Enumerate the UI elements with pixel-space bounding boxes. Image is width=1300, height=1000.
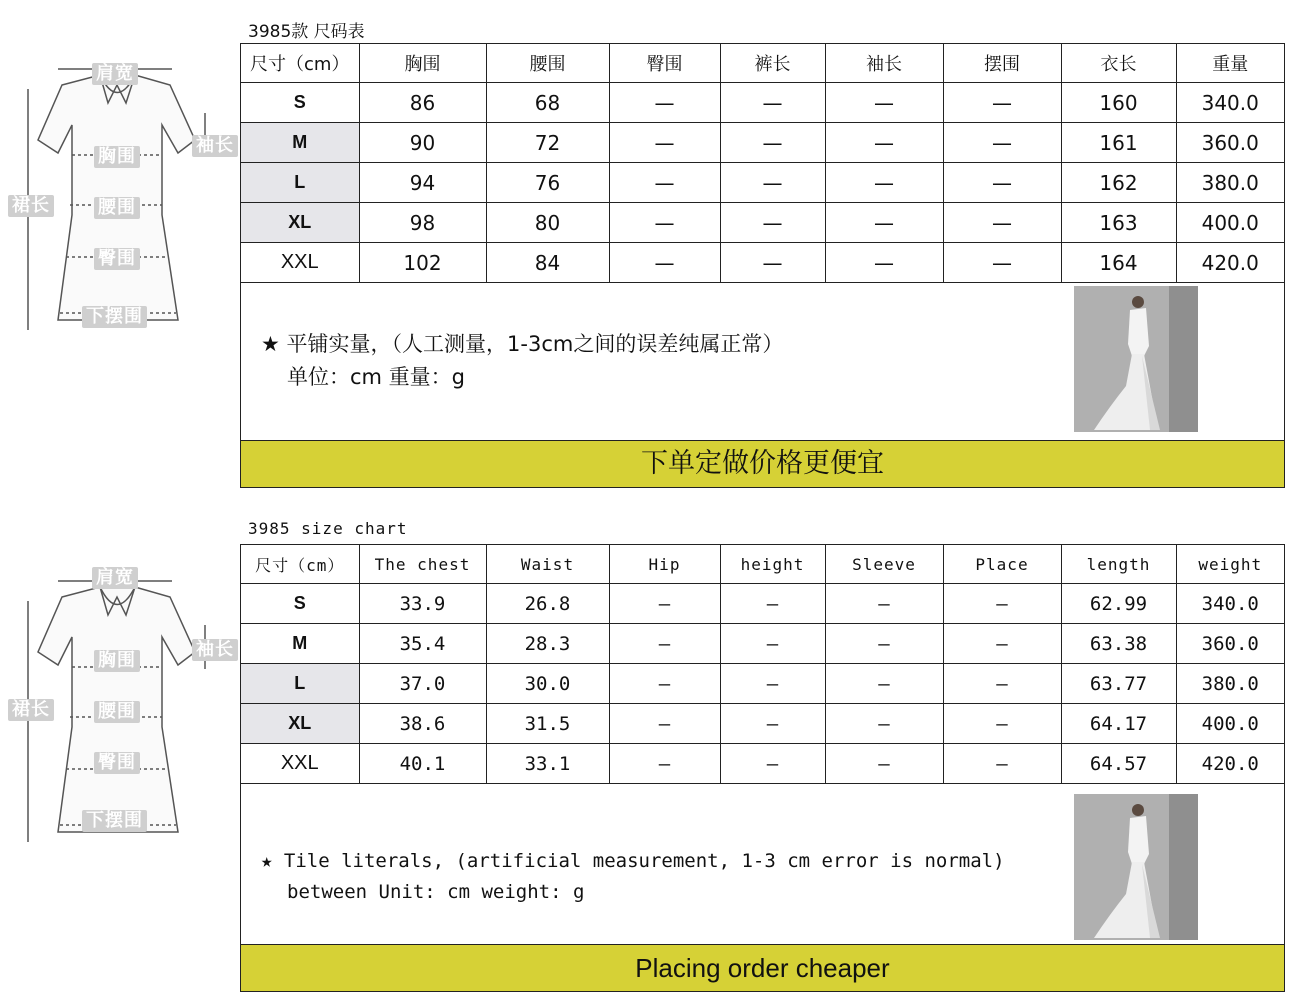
table-cell: 162: [1061, 163, 1176, 203]
header-cell: height: [720, 545, 825, 584]
table-cell: 31.5: [486, 704, 609, 744]
header-cell: weight: [1176, 545, 1284, 584]
table-cell: —: [943, 584, 1061, 624]
table-cell: 340.0: [1176, 584, 1284, 624]
table-cell: —: [720, 624, 825, 664]
note-line-1: 平铺实量，（人工测量，1-3cm之间的误差纯属正常）: [286, 332, 784, 356]
table-cell: —: [943, 163, 1061, 203]
table-row: [241, 243, 1284, 283]
table-cell: 33.1: [486, 744, 609, 784]
header-cell: 臀围: [609, 44, 720, 83]
table-row: [241, 163, 1284, 203]
header-cell: Place: [943, 545, 1061, 584]
table-cell: —: [943, 704, 1061, 744]
size-cell: L: [241, 664, 359, 704]
header-cell: Sleeve: [825, 545, 943, 584]
sheet-title: 3985 size chart: [248, 519, 408, 538]
label-shoulder: 肩宽: [92, 63, 138, 85]
measurement-note: [261, 328, 783, 394]
size-cell: XXL: [241, 744, 359, 784]
size-cell: XXL: [241, 243, 359, 283]
size-cell: XL: [241, 203, 359, 243]
table-cell: 37.0: [359, 664, 486, 704]
table-row: [241, 664, 1284, 704]
size-table-container: [240, 544, 1285, 992]
table-cell: —: [825, 163, 943, 203]
table-cell: —: [825, 664, 943, 704]
table-cell: 400.0: [1176, 203, 1284, 243]
promo-banner: 下单定做价格更便宜: [241, 440, 1284, 487]
label-chest: 胸围: [94, 650, 140, 672]
model-dress-icon: [1074, 286, 1198, 432]
header-cell: 袖长: [825, 44, 943, 83]
table-cell: —: [943, 243, 1061, 283]
label-waist: 腰围: [94, 701, 140, 723]
header-cell: length: [1061, 545, 1176, 584]
table-cell: 40.1: [359, 744, 486, 784]
table-cell: 340.0: [1176, 83, 1284, 123]
table-header-row: [241, 545, 1284, 584]
table-cell: 102: [359, 243, 486, 283]
table-cell: 400.0: [1176, 704, 1284, 744]
header-cell: 腰围: [486, 44, 609, 83]
table-cell: 160: [1061, 83, 1176, 123]
size-cell: M: [241, 624, 359, 664]
table-cell: 33.9: [359, 584, 486, 624]
table-cell: —: [609, 123, 720, 163]
table-cell: —: [825, 83, 943, 123]
table-cell: —: [720, 243, 825, 283]
sheet-title: 3985款 尺码表: [248, 22, 365, 42]
note-area: [241, 788, 1284, 948]
table-cell: —: [720, 744, 825, 784]
note-line-1: Tile literals, (artificial measurement, 1-3 cm error is normal): [283, 850, 1005, 872]
star-icon: ★: [261, 850, 273, 872]
table-cell: —: [943, 664, 1061, 704]
size-table: [241, 545, 1284, 784]
size-cell: L: [241, 163, 359, 203]
table-cell: 420.0: [1176, 243, 1284, 283]
measurement-note: [261, 846, 1005, 908]
table-cell: —: [609, 624, 720, 664]
table-cell: 35.4: [359, 624, 486, 664]
table-row: [241, 584, 1284, 624]
table-cell: —: [720, 83, 825, 123]
header-cell: 尺寸（cm）: [241, 44, 359, 83]
header-cell: 衣长: [1061, 44, 1176, 83]
table-cell: —: [825, 584, 943, 624]
label-chest: 胸围: [94, 146, 140, 168]
product-photo: [1074, 794, 1198, 940]
table-cell: 86: [359, 83, 486, 123]
table-cell: 68: [486, 83, 609, 123]
header-cell: 摆围: [943, 44, 1061, 83]
header-cell: 裤长: [720, 44, 825, 83]
size-cell: M: [241, 123, 359, 163]
note-line-2: between Unit: cm weight: g: [287, 881, 585, 903]
table-row: [241, 203, 1284, 243]
note-area: [241, 278, 1284, 441]
table-cell: —: [825, 203, 943, 243]
table-cell: 98: [359, 203, 486, 243]
header-cell: Hip: [609, 545, 720, 584]
label-length: 裙长: [8, 699, 54, 721]
table-cell: 90: [359, 123, 486, 163]
table-row: [241, 123, 1284, 163]
dress-measurement-diagram: [0, 557, 240, 857]
size-chart-en: [0, 512, 1300, 1000]
table-cell: —: [609, 704, 720, 744]
table-row: [241, 744, 1284, 784]
header-cell: 重量: [1176, 44, 1284, 83]
model-dress-icon: [1074, 794, 1198, 940]
table-cell: —: [609, 664, 720, 704]
table-cell: 360.0: [1176, 123, 1284, 163]
table-cell: —: [720, 123, 825, 163]
table-cell: —: [825, 704, 943, 744]
table-cell: 64.57: [1061, 744, 1176, 784]
table-cell: 63.38: [1061, 624, 1176, 664]
table-cell: —: [720, 704, 825, 744]
table-row: [241, 83, 1284, 123]
star-icon: ★: [261, 332, 280, 356]
label-hem: 下摆围: [82, 306, 147, 328]
table-cell: —: [943, 744, 1061, 784]
label-hip: 臀围: [94, 248, 140, 270]
table-cell: 26.8: [486, 584, 609, 624]
promo-banner: Placing order cheaper: [241, 944, 1284, 991]
table-cell: —: [720, 163, 825, 203]
table-cell: —: [609, 203, 720, 243]
table-cell: —: [943, 624, 1061, 664]
table-cell: 30.0: [486, 664, 609, 704]
label-sleeve: 袖长: [192, 639, 238, 661]
dress-measurement-diagram: [0, 45, 240, 345]
header-cell: 胸围: [359, 44, 486, 83]
table-cell: —: [943, 123, 1061, 163]
table-cell: —: [825, 243, 943, 283]
label-waist: 腰围: [94, 197, 140, 219]
table-cell: 84: [486, 243, 609, 283]
table-cell: —: [720, 664, 825, 704]
table-cell: 62.99: [1061, 584, 1176, 624]
table-cell: 420.0: [1176, 744, 1284, 784]
size-chart-cn: [0, 0, 1300, 495]
table-cell: —: [609, 744, 720, 784]
header-cell: The chest: [359, 545, 486, 584]
table-cell: 380.0: [1176, 163, 1284, 203]
table-header-row: [241, 44, 1284, 83]
table-cell: 38.6: [359, 704, 486, 744]
table-cell: —: [825, 624, 943, 664]
table-cell: —: [609, 83, 720, 123]
size-table-container: [240, 43, 1285, 488]
table-cell: —: [943, 83, 1061, 123]
table-cell: 72: [486, 123, 609, 163]
note-line-2: 单位：cm 重量：g: [287, 365, 466, 389]
table-cell: —: [720, 203, 825, 243]
table-cell: 94: [359, 163, 486, 203]
table-cell: 161: [1061, 123, 1176, 163]
table-cell: —: [609, 584, 720, 624]
table-cell: —: [609, 163, 720, 203]
label-length: 裙长: [8, 195, 54, 217]
size-table: [241, 44, 1284, 283]
table-cell: —: [943, 203, 1061, 243]
table-cell: 28.3: [486, 624, 609, 664]
table-row: [241, 704, 1284, 744]
table-cell: 76: [486, 163, 609, 203]
table-cell: 63.77: [1061, 664, 1176, 704]
table-cell: —: [609, 243, 720, 283]
table-cell: 64.17: [1061, 704, 1176, 744]
label-sleeve: 袖长: [192, 135, 238, 157]
table-row: [241, 624, 1284, 664]
header-cell: 尺寸（cm）: [241, 545, 359, 584]
table-cell: —: [825, 123, 943, 163]
label-shoulder: 肩宽: [92, 567, 138, 589]
product-photo: [1074, 286, 1198, 432]
table-cell: —: [720, 584, 825, 624]
table-cell: 164: [1061, 243, 1176, 283]
table-cell: —: [825, 744, 943, 784]
label-hip: 臀围: [94, 752, 140, 774]
table-cell: 80: [486, 203, 609, 243]
header-cell: Waist: [486, 545, 609, 584]
table-cell: 163: [1061, 203, 1176, 243]
table-cell: 380.0: [1176, 664, 1284, 704]
size-cell: S: [241, 584, 359, 624]
size-cell: XL: [241, 704, 359, 744]
table-cell: 360.0: [1176, 624, 1284, 664]
label-hem: 下摆围: [82, 810, 147, 832]
size-cell: S: [241, 83, 359, 123]
